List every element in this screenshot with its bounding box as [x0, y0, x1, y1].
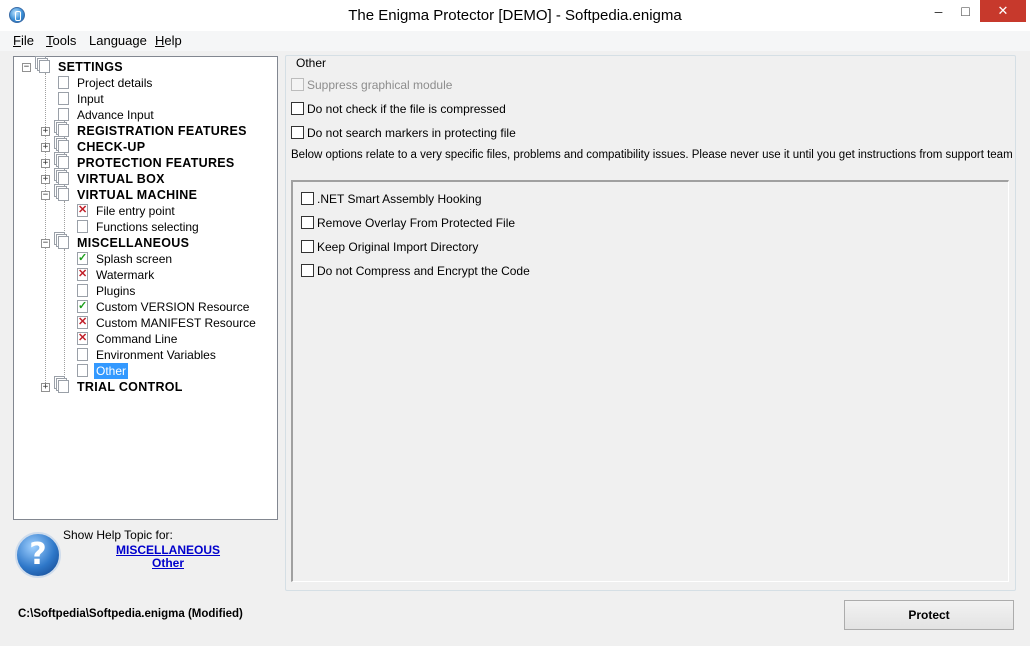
- collapse-icon[interactable]: −: [42, 190, 49, 200]
- expand-icon[interactable]: +: [42, 126, 49, 136]
- menu-file-accelerator: F: [13, 33, 21, 48]
- tree-node-advance-input[interactable]: [14, 107, 277, 123]
- expand-icon[interactable]: +: [42, 158, 49, 168]
- tree-node-registration-features[interactable]: [14, 123, 277, 139]
- suppress-graphical-checkbox[interactable]: [291, 78, 304, 91]
- tree-label-miscellaneous: MISCELLANEOUS: [77, 236, 190, 250]
- minimize-button[interactable]: –: [934, 3, 943, 19]
- page-icon: [58, 108, 69, 121]
- group-page-icon: [58, 140, 69, 153]
- tree-node-virtual-machine[interactable]: [14, 187, 277, 203]
- maximize-button[interactable]: □: [961, 3, 970, 19]
- page-icon: [77, 284, 88, 297]
- page-icon: [77, 364, 88, 377]
- menu-tools[interactable]: [46, 33, 76, 48]
- page-icon: [77, 220, 88, 233]
- warning-note: Below options relate to a very specific files, problems and compatibility issues. Please never use it until you get instructions from support team: [291, 149, 1013, 161]
- expand-icon[interactable]: +: [42, 142, 49, 152]
- tree-label-virtual-box: VIRTUAL BOX: [77, 172, 165, 186]
- tree-label-registration-features: REGISTRATION FEATURES: [77, 124, 247, 138]
- file-path: C:\Softpedia\Softpedia.enigma (Modified): [18, 608, 243, 620]
- tree-label-virtual-machine: VIRTUAL MACHINE: [77, 188, 198, 202]
- disabled-status-icon: ✕: [78, 332, 88, 344]
- group-page-icon: [58, 236, 69, 249]
- do-not-check-compressed-checkbox[interactable]: [291, 102, 304, 115]
- tree-label-project-details: Project details: [77, 76, 153, 90]
- do-not-compress-label: Do not Compress and Encrypt the Code: [317, 264, 530, 278]
- group-page-icon: [58, 172, 69, 185]
- tree-node-miscellaneous[interactable]: [14, 235, 277, 251]
- settings-page-icon: [39, 60, 50, 73]
- help-topic-link[interactable]: MISCELLANEOUS: [116, 543, 221, 557]
- menu-language-label: Language: [89, 33, 147, 48]
- tree-label-check-up: CHECK-UP: [77, 140, 146, 154]
- tree-node-input[interactable]: [14, 91, 277, 107]
- group-title: Other: [296, 56, 327, 70]
- tree-label-command-line: Command Line: [96, 332, 178, 346]
- tree-node-command-line[interactable]: [14, 331, 277, 347]
- enabled-status-icon: ✓: [78, 300, 88, 312]
- window-title: The Enigma Protector [DEMO] - Softpedia.enigma: [348, 7, 682, 24]
- menu-language[interactable]: [89, 33, 147, 48]
- tree-node-splash-screen[interactable]: [14, 251, 277, 267]
- menu-file-label: ile: [20, 33, 34, 48]
- tree-node-environment-variables[interactable]: [14, 347, 277, 363]
- help-caption: Show Help Topic for:: [63, 528, 173, 542]
- tree-node-trial-control[interactable]: [14, 379, 277, 395]
- suppress-graphical-label: Suppress graphical module: [307, 78, 453, 92]
- collapse-icon[interactable]: −: [23, 62, 30, 72]
- group-page-icon: [58, 188, 69, 201]
- remove-overlay-checkbox[interactable]: [301, 216, 314, 229]
- page-icon: [58, 76, 69, 89]
- keep-import-checkbox[interactable]: [301, 240, 314, 253]
- group-page-icon: [58, 380, 69, 393]
- tree-label-watermark: Watermark: [96, 268, 155, 282]
- menu-tools-accelerator: T: [46, 33, 53, 48]
- menu-help-accelerator: H: [155, 33, 165, 48]
- tree-node-custom-version[interactable]: [14, 299, 277, 315]
- disabled-status-icon: ✕: [78, 204, 88, 216]
- tree-node-settings[interactable]: [14, 59, 277, 75]
- page-icon: [58, 92, 69, 105]
- keep-import-label: Keep Original Import Directory: [317, 240, 479, 254]
- tree-label-custom-manifest: Custom MANIFEST Resource: [96, 316, 256, 330]
- menu-help[interactable]: [155, 33, 182, 48]
- net-hooking-label: .NET Smart Assembly Hooking: [317, 192, 482, 206]
- tree-node-file-entry-point[interactable]: [14, 203, 277, 219]
- tree-label-file-entry-point: File entry point: [96, 204, 175, 218]
- tree-node-custom-manifest[interactable]: [14, 315, 277, 331]
- group-page-icon: [58, 156, 69, 169]
- do-not-check-compressed-label: Do not check if the file is compressed: [307, 102, 506, 116]
- expand-icon[interactable]: +: [42, 174, 49, 184]
- enabled-status-icon: ✓: [78, 252, 88, 264]
- do-not-compress-checkbox[interactable]: [301, 264, 314, 277]
- tree-node-protection-features[interactable]: [14, 155, 277, 171]
- disabled-status-icon: ✕: [78, 316, 88, 328]
- tree-node-other[interactable]: [14, 363, 277, 379]
- tree-label-settings: SETTINGS: [58, 60, 123, 74]
- net-hooking-checkbox[interactable]: [301, 192, 314, 205]
- expand-icon[interactable]: +: [42, 382, 49, 392]
- tree-label-plugins: Plugins: [96, 284, 136, 298]
- tree-label-advance-input: Advance Input: [77, 108, 154, 122]
- tree-node-functions-selecting[interactable]: [14, 219, 277, 235]
- protect-button[interactable]: Protect: [844, 600, 1014, 630]
- menu-bar: [0, 31, 1030, 51]
- group-page-icon: [58, 124, 69, 137]
- tree-label-functions-selecting: Functions selecting: [96, 220, 199, 234]
- remove-overlay-label: Remove Overlay From Protected File: [317, 216, 516, 230]
- close-button[interactable]: ✕: [980, 0, 1026, 22]
- settings-tree[interactable]: [13, 56, 278, 520]
- tree-label-trial-control: TRIAL CONTROL: [77, 380, 183, 394]
- menu-help-label: elp: [164, 33, 182, 48]
- tree-node-plugins[interactable]: [14, 283, 277, 299]
- tree-label-custom-version: Custom VERSION Resource: [96, 300, 250, 314]
- tree-label-environment-variables: Environment Variables: [96, 348, 216, 362]
- tree-node-watermark[interactable]: [14, 267, 277, 283]
- do-not-search-markers-checkbox[interactable]: [291, 126, 304, 139]
- tree-node-project-details[interactable]: [14, 75, 277, 91]
- menu-file[interactable]: [13, 33, 34, 48]
- tree-label-input: Input: [77, 92, 104, 106]
- help-subtopic-link[interactable]: Other: [152, 556, 185, 570]
- tree-label-other: Other: [96, 364, 127, 378]
- tree-node-virtual-box[interactable]: [14, 171, 277, 187]
- menu-tools-label: ools: [52, 33, 77, 48]
- page-icon: [77, 348, 88, 361]
- tree-node-check-up[interactable]: [14, 139, 277, 155]
- disabled-status-icon: ✕: [78, 268, 88, 280]
- tree-label-splash-screen: Splash screen: [96, 252, 173, 266]
- title-bar: [0, 0, 1030, 31]
- collapse-icon[interactable]: −: [42, 238, 49, 248]
- help-icon[interactable]: ?: [15, 532, 61, 578]
- do-not-search-markers-label: Do not search markers in protecting file: [307, 126, 516, 140]
- tree-label-protection-features: PROTECTION FEATURES: [77, 156, 235, 170]
